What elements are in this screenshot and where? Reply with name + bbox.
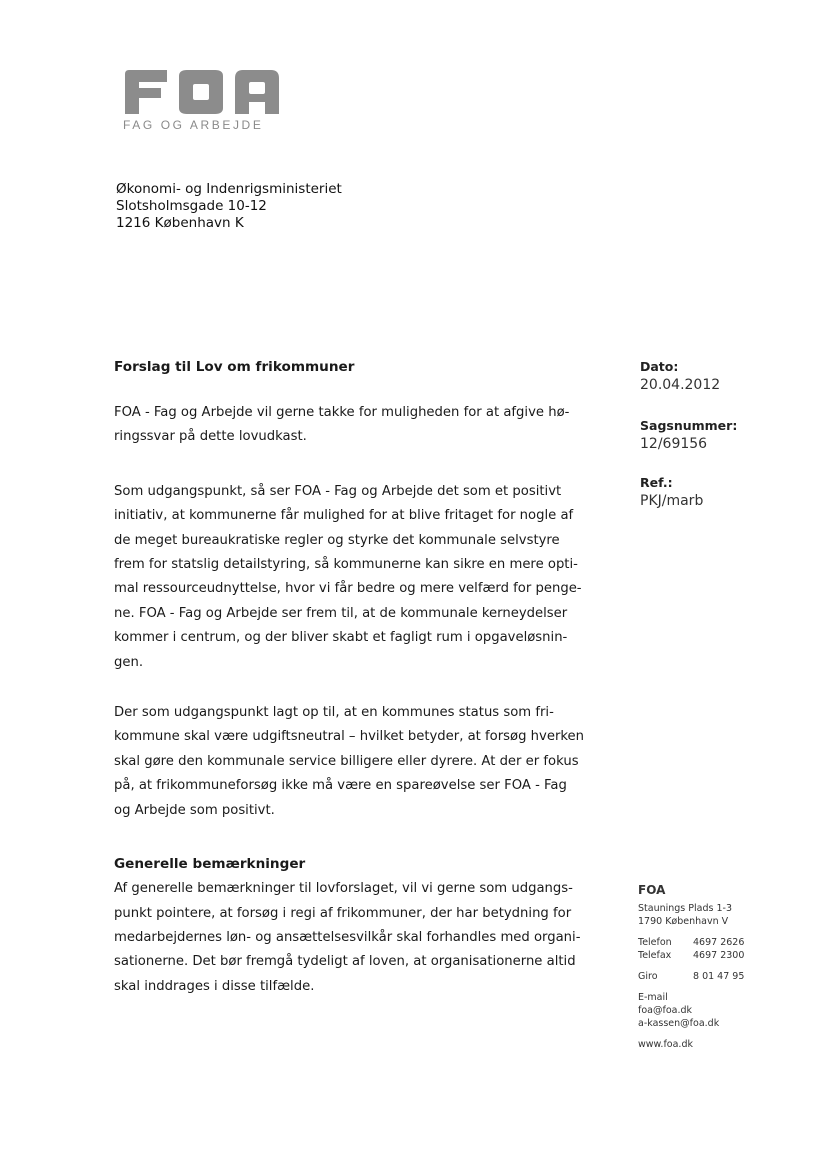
case-number-block (640, 418, 737, 452)
phone-row (638, 936, 788, 949)
text-line: frem for statslig detailstyring, så kommunerne kan sikre en mere opti- (114, 557, 578, 573)
recipient-line: 1216 København K (116, 215, 244, 231)
phone-label: Telefon (638, 937, 672, 948)
text-line: initiativ, at kommunerne får mulighed for at blive fritaget for nogle af (114, 508, 574, 524)
paragraph-2 (114, 480, 592, 675)
recipient-address (116, 181, 342, 232)
text-line: punkt pointere, at forsøg i regi af frikommuner, der har betydning for (114, 905, 572, 921)
text-line: FOA - Fag og Arbejde vil gerne takke for muligheden for at afgive hø- (114, 405, 570, 420)
reference-block (640, 475, 703, 509)
recipient-line: Slotsholmsgade 10-12 (116, 198, 267, 214)
email-link-akassen[interactable]: a-kassen@foa.dk (638, 1018, 720, 1029)
logo-subtitle: FAG OG ARBEJDE (123, 118, 264, 132)
text-line: gen. (114, 654, 144, 670)
footer-address-1: Staunings Plads 1-3 (638, 903, 732, 914)
giro-row (638, 970, 788, 983)
text-line: på, at frikommuneforsøg ikke må være en spareøvelse ser FOA - Fag (114, 778, 567, 794)
text-line: og Arbejde som positivt. (114, 802, 275, 818)
paragraph-1 (114, 401, 592, 450)
date-value: 20.04.2012 (640, 377, 721, 393)
text-line: de meget bureaukratiske regler og styrke det kommunale selvstyre (114, 532, 560, 548)
phone-value: 4697 2626 (693, 937, 745, 948)
section-heading: Generelle bemærkninger (114, 856, 306, 873)
text-line: sationerne. Det bør fremgå tydeligt af loven, at organisationerne altid (114, 954, 576, 970)
date-block (640, 359, 720, 393)
text-line: Som udgangspunkt, så ser FOA - Fag og Arbejde det som et positivt (114, 483, 562, 499)
case-number-value: 12/69156 (640, 436, 708, 452)
case-number-label: Sagsnummer: (640, 418, 738, 433)
fax-row (638, 949, 788, 962)
text-line: ringssvar på dette lovudkast. (114, 429, 307, 445)
text-line: kommer i centrum, og der bliver skabt et fagligt rum i opgaveløsnin- (114, 630, 568, 646)
text-line: Der som udgangspunkt lagt op til, at en kommunes status som fri- (114, 705, 554, 721)
reference-value: PKJ/marb (640, 493, 704, 509)
giro-value: 8 01 47 95 (693, 971, 745, 982)
paragraph-4 (114, 877, 592, 999)
email-label: E-mail (638, 992, 668, 1003)
fax-label: Telefax (638, 950, 672, 961)
text-line: medarbejdernes løn- og ansættelsesvilkår skal forhandles med organi- (114, 929, 581, 945)
letter-body (114, 359, 592, 999)
text-line: skal gøre den kommunale service billigere eller dyrere. At der er fokus (114, 753, 579, 769)
date-label: Dato: (640, 359, 679, 374)
text-line: Af generelle bemærkninger til lovforslaget, vil vi gerne som udgangs- (114, 881, 573, 897)
footer-address-2: 1790 København V (638, 916, 729, 927)
text-line: mal ressourceudnyttelse, hvor vi får bedre og mere velfærd for penge- (114, 581, 582, 597)
fax-value: 4697 2300 (693, 950, 745, 961)
website-link[interactable]: www.foa.dk (638, 1039, 693, 1050)
giro-label: Giro (638, 971, 658, 982)
reference-label: Ref.: (640, 475, 673, 490)
text-line: kommune skal være udgiftsneutral – hvilket betyder, at forsøg hverken (114, 729, 585, 745)
email-link-foa[interactable]: foa@foa.dk (638, 1005, 693, 1016)
letter-title: Forslag til Lov om frikommuner (114, 359, 355, 375)
text-line: ne. FOA - Fag og Arbejde ser frem til, at de kommunale kerneydelser (114, 605, 568, 621)
recipient-line: Økonomi- og Indenrigsministeriet (116, 181, 342, 197)
foa-logo-mark (123, 68, 281, 116)
paragraph-3 (114, 701, 592, 823)
contact-block (638, 884, 788, 1051)
text-line: skal inddrages i disse tilfælde. (114, 978, 315, 994)
footer-org: FOA (638, 883, 666, 897)
foa-logo (123, 68, 283, 138)
